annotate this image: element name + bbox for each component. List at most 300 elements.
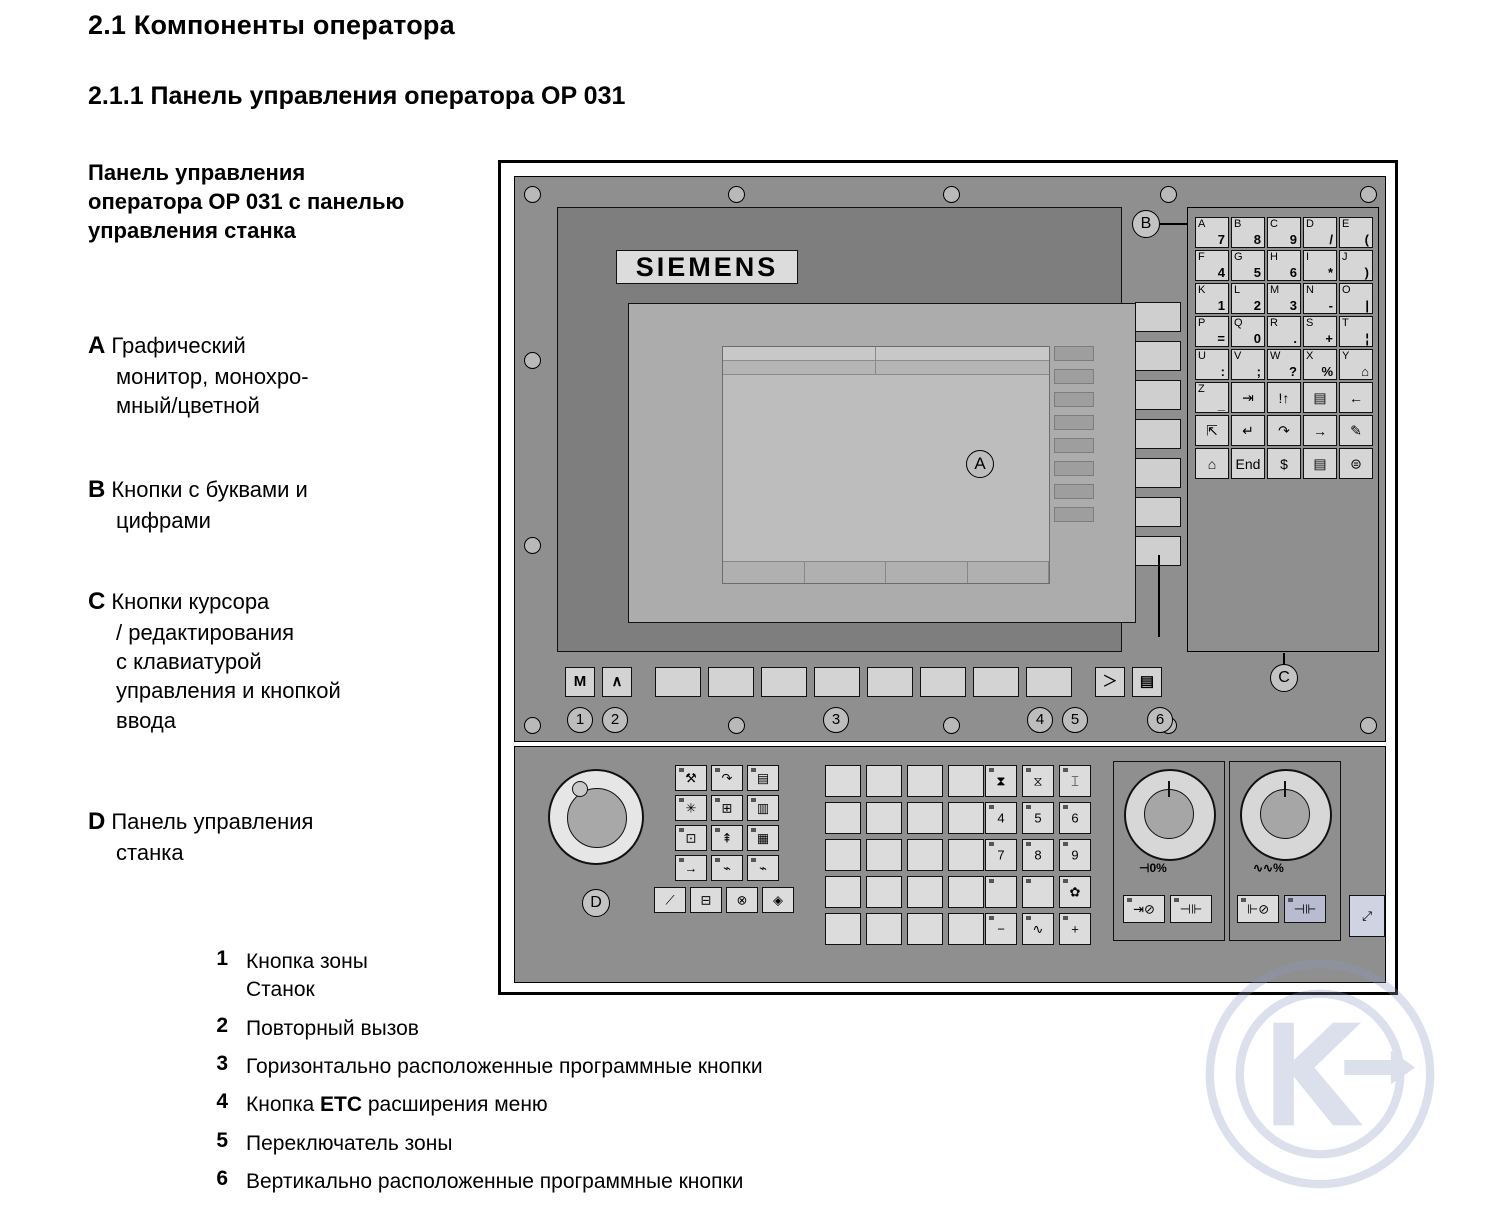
spindle-start-button[interactable]	[1284, 895, 1326, 923]
key-digit: +	[1325, 331, 1333, 346]
vertical-softkey[interactable]	[1135, 341, 1181, 371]
key-letter: Z	[1198, 383, 1205, 395]
key-digit: 6	[1289, 265, 1297, 280]
led-indicator	[1026, 768, 1031, 772]
key-glyph: ←	[1349, 389, 1363, 406]
mode-button[interactable]	[711, 825, 743, 851]
vertical-softkey[interactable]	[1135, 380, 1181, 410]
mode-button-group[interactable]	[675, 765, 779, 881]
legend-label-c: C	[88, 588, 106, 615]
screen-softkey-strip	[723, 561, 1049, 583]
horizontal-softkey[interactable]	[655, 667, 701, 697]
spindle-override-knob[interactable]	[1240, 769, 1332, 861]
spindle-stop-button[interactable]	[1237, 895, 1279, 923]
key-digit: |	[1365, 298, 1369, 313]
spindle-button-group[interactable]	[1237, 895, 1326, 923]
axis-button[interactable]	[948, 839, 984, 871]
axis-button[interactable]	[907, 839, 943, 871]
alphanumeric-keypad[interactable]	[1187, 207, 1379, 652]
key-glyph: ⌂	[1207, 455, 1217, 472]
numeric-key-label: 5	[1034, 810, 1042, 826]
key-glyph: ▤	[1313, 455, 1327, 471]
knob-pointer	[1168, 781, 1170, 797]
subsection-title: 2.1.1 Панель управления оператора OP 031	[88, 82, 626, 110]
led-indicator	[1026, 805, 1031, 809]
legend-label-d: D	[88, 808, 106, 835]
feed-stop-icon: ⇥⊘	[1133, 901, 1155, 917]
key-digit: 4	[1217, 265, 1225, 280]
legend-item-d	[88, 806, 458, 867]
screen-header-row	[723, 361, 1049, 375]
key-k1[interactable]	[1195, 283, 1229, 314]
key-digit: 2	[1253, 298, 1261, 313]
led-indicator	[989, 916, 994, 920]
reset-button[interactable]	[726, 887, 758, 913]
feed-override-label: ⊣0%	[1139, 861, 1167, 875]
numeric-key[interactable]	[1059, 765, 1091, 797]
numeric-key[interactable]	[1059, 839, 1091, 871]
key-digit: 1	[1217, 298, 1225, 313]
axis-button[interactable]	[866, 765, 902, 797]
screen-vertical-softkey	[1054, 438, 1094, 453]
axis-button[interactable]	[907, 765, 943, 797]
numeric-keypad-group[interactable]	[985, 765, 1091, 945]
led-indicator	[1063, 879, 1068, 883]
key-glyph: ↵	[1242, 422, 1254, 438]
key-letter: S	[1306, 317, 1314, 329]
mode-icon: ✳	[685, 800, 697, 816]
key-g5[interactable]	[1231, 250, 1265, 281]
mode-icon: ▥	[756, 800, 770, 816]
key-digit: 9	[1289, 232, 1297, 247]
key-digit: _	[1217, 397, 1225, 412]
knob-pointer	[1284, 781, 1286, 797]
legend-label-b: B	[88, 476, 106, 503]
key-glyph: ✎	[1350, 422, 1362, 438]
mode-icon: ⊡	[685, 830, 697, 846]
screen-content	[722, 346, 1050, 584]
key-w[interactable]	[1267, 349, 1301, 380]
screw	[524, 537, 541, 554]
key-glyph: $	[1280, 455, 1288, 472]
key-c9[interactable]	[1267, 217, 1301, 248]
axis-button[interactable]	[866, 802, 902, 834]
numeric-key[interactable]	[985, 876, 1017, 908]
key-letter: I	[1306, 251, 1310, 263]
key-digit: 8	[1253, 232, 1261, 247]
screw	[524, 352, 541, 369]
key-digit: 7	[1217, 232, 1225, 247]
screw	[728, 186, 745, 203]
mode-button[interactable]	[747, 795, 779, 821]
key-cursor-up-icon[interactable]	[1267, 382, 1301, 413]
numeric-key-label: ⧖	[1033, 773, 1043, 789]
feed-button-group[interactable]	[1123, 895, 1212, 923]
monitor-bezel	[557, 207, 1122, 652]
knob-grip	[572, 781, 588, 797]
horizontal-softkey[interactable]	[761, 667, 807, 697]
key-z[interactable]	[1195, 382, 1229, 413]
axis-button[interactable]	[866, 876, 902, 908]
mode-button[interactable]	[675, 855, 707, 881]
horizontal-softkey[interactable]	[814, 667, 860, 697]
key-b8[interactable]	[1231, 217, 1265, 248]
callout-5: 5	[1062, 707, 1088, 733]
feed-wave-label: ∿	[1032, 921, 1044, 937]
spindle-override-label: ∿∿%	[1253, 861, 1284, 875]
legend-text-a-line3: мный/цветной	[116, 393, 260, 419]
key-page-icon[interactable]	[1303, 382, 1337, 413]
numeric-key-label: 7	[997, 847, 1005, 863]
led-indicator	[1063, 768, 1068, 772]
list-item-text	[246, 1091, 986, 1119]
list-item-text: Вертикально расположенные программные кнопки	[246, 1170, 744, 1194]
mode-icon: ↷	[721, 770, 733, 786]
key-digit: ¦	[1365, 331, 1369, 346]
key-alarm-icon[interactable]	[1195, 448, 1229, 479]
key-letter: A	[1198, 218, 1206, 230]
feed-plus-label: +	[1071, 921, 1079, 937]
numeric-key-label: ⧗	[996, 773, 1006, 789]
horizontal-softkey[interactable]	[708, 667, 754, 697]
key-input-icon[interactable]	[1339, 448, 1373, 479]
key-letter: X	[1306, 350, 1314, 362]
key-letter: R	[1270, 317, 1278, 329]
device-illustration	[498, 160, 1398, 995]
key-letter: T	[1342, 317, 1349, 329]
list-item-text-line2: Станок	[246, 978, 315, 1002]
key-p-equal[interactable]	[1195, 316, 1229, 347]
list-item-text-bold: ETC	[320, 1093, 363, 1117]
mode-button[interactable]	[675, 765, 707, 791]
led-indicator	[1241, 898, 1246, 902]
key-letter: J	[1342, 251, 1348, 263]
key-letter: U	[1198, 350, 1206, 362]
screw	[524, 717, 541, 734]
spindle-start-icon: ⊣⊩	[1293, 901, 1317, 917]
key-y[interactable]	[1339, 349, 1373, 380]
list-item	[186, 1053, 986, 1081]
key-letter: K	[1198, 284, 1206, 296]
horizontal-softkey[interactable]	[920, 667, 966, 697]
key-letter: E	[1342, 218, 1350, 230]
screw	[1360, 186, 1377, 203]
feed-plus-button[interactable]	[1059, 913, 1091, 945]
list-item-number: 1	[216, 947, 228, 970]
legend-text-b-line1: Кнопки с буквами и	[111, 477, 308, 502]
key-digit: *	[1327, 265, 1333, 280]
axis-button[interactable]	[948, 765, 984, 797]
screen-vertical-softkey	[1054, 392, 1094, 407]
vertical-softkey[interactable]	[1135, 497, 1181, 527]
key-q0[interactable]	[1231, 316, 1265, 347]
key-d-slash[interactable]	[1303, 217, 1337, 248]
key-t-bar[interactable]	[1339, 316, 1373, 347]
callout-d: D	[582, 889, 610, 917]
mode-icon: ⌁	[723, 860, 731, 876]
callout-c: C	[1270, 664, 1298, 692]
legend-text-c-line5: ввода	[116, 707, 176, 733]
etc-menu-extension-button[interactable]: ＞	[1095, 667, 1125, 697]
screen-softkey	[723, 561, 805, 583]
led-indicator	[1026, 916, 1031, 920]
key-v[interactable]	[1231, 349, 1265, 380]
key-digit: 5	[1253, 265, 1261, 280]
screw	[1360, 717, 1377, 734]
mode-icon: ▦	[756, 830, 770, 846]
horizontal-softkey-row[interactable]	[565, 667, 1169, 697]
screw	[728, 717, 745, 734]
led-indicator	[1288, 898, 1293, 902]
key-undo-icon[interactable]	[1267, 415, 1301, 446]
key-digit: ;	[1256, 364, 1261, 379]
callout-6: 6	[1147, 707, 1173, 733]
operator-panel	[514, 176, 1386, 742]
control-icon: ⊟	[700, 892, 712, 908]
key-cursor-left-icon[interactable]	[1339, 382, 1373, 413]
key-n-minus[interactable]	[1303, 283, 1337, 314]
key-letter: F	[1198, 251, 1205, 263]
feed-start-icon: ⊣⊩	[1179, 901, 1203, 917]
key-tab-icon[interactable]	[1231, 382, 1265, 413]
legend-text-d-line1: Панель управления	[111, 809, 314, 834]
led-indicator	[1026, 842, 1031, 846]
screen-softkey	[886, 561, 968, 583]
screen-vertical-softkey	[1054, 346, 1094, 361]
axis-button[interactable]	[825, 876, 861, 908]
screen-vertical-softkey	[1054, 507, 1094, 522]
axis-button[interactable]	[825, 802, 861, 834]
key-s-plus[interactable]	[1303, 316, 1337, 347]
list-item-number: 2	[216, 1013, 228, 1037]
mode-button[interactable]	[711, 795, 743, 821]
axis-button[interactable]	[825, 839, 861, 871]
screen-vertical-softkey-strip	[1054, 346, 1094, 584]
mode-button[interactable]	[675, 825, 707, 851]
legend-text-b-line2: цифрами	[116, 507, 211, 533]
axis-button[interactable]	[866, 839, 902, 871]
key-f4[interactable]	[1195, 250, 1229, 281]
list-item	[186, 1168, 986, 1196]
axis-button[interactable]	[948, 876, 984, 908]
list-item-number: 4	[216, 1090, 228, 1114]
list-item-number: 6	[216, 1167, 228, 1191]
feed-minus-button[interactable]	[985, 913, 1017, 945]
feed-override-knob[interactable]	[1124, 769, 1216, 861]
feed-wave-button[interactable]	[1022, 913, 1054, 945]
list-item-text-pre: Кнопка	[246, 1093, 321, 1117]
mode-button[interactable]	[747, 855, 779, 881]
key-e-paren[interactable]	[1339, 217, 1373, 248]
led-indicator	[989, 768, 994, 772]
key-letter: O	[1342, 284, 1351, 296]
list-item-text: Горизонтально расположенные программные кнопки	[246, 1055, 763, 1079]
key-a7[interactable]	[1195, 217, 1229, 248]
screen-softkey	[968, 561, 1050, 583]
list-item-text-line1: Кнопка зоны	[246, 950, 368, 973]
numeric-key[interactable]	[1059, 802, 1091, 834]
key-o-bar[interactable]	[1339, 283, 1373, 314]
callout-4: 4	[1027, 707, 1053, 733]
mode-button[interactable]	[711, 765, 743, 791]
axis-button[interactable]	[907, 876, 943, 908]
keypad-grid[interactable]	[1195, 217, 1373, 479]
key-cursor-right-icon[interactable]	[1303, 415, 1337, 446]
horizontal-softkey[interactable]	[867, 667, 913, 697]
numeric-key[interactable]	[1022, 802, 1054, 834]
page-title: 2.1 Компоненты оператора	[88, 10, 455, 40]
key-glyph: End	[1235, 455, 1261, 472]
mode-button[interactable]	[675, 795, 707, 821]
screw	[524, 186, 541, 203]
cycle-start-icon: ◈	[773, 892, 783, 908]
vertical-softkey[interactable]	[1135, 302, 1181, 332]
key-switch-icon: ⤢	[1361, 908, 1373, 924]
key-digit: 0	[1253, 331, 1261, 346]
control-button[interactable]	[654, 887, 686, 913]
legend-item-c	[88, 586, 458, 735]
machine-control-panel	[514, 746, 1386, 983]
screen-vertical-softkey	[1054, 461, 1094, 476]
feed-stop-button[interactable]	[1123, 895, 1165, 923]
mode-icon: ⊞	[721, 800, 733, 816]
callout-leader-line	[1160, 223, 1187, 225]
axis-button[interactable]	[907, 802, 943, 834]
screen-vertical-softkey	[1054, 484, 1094, 499]
key-select-icon[interactable]	[1267, 448, 1301, 479]
horizontal-softkey[interactable]	[1026, 667, 1072, 697]
control-button[interactable]	[690, 887, 722, 913]
numeric-key[interactable]	[1022, 765, 1054, 797]
numeric-key[interactable]	[985, 839, 1017, 871]
key-digit: :	[1220, 364, 1225, 379]
numeric-key[interactable]	[1022, 876, 1054, 908]
legend-text-a-line2: монитор, монохро-	[116, 363, 309, 389]
key-glyph: ⇥	[1242, 389, 1254, 405]
callout-leader-line	[1283, 653, 1285, 665]
key-u[interactable]	[1195, 349, 1229, 380]
zone-switch-button[interactable]: ▤	[1132, 667, 1162, 697]
key-x[interactable]	[1303, 349, 1337, 380]
key-glyph: ⇱	[1206, 422, 1218, 438]
feed-minus-label: −	[997, 921, 1005, 937]
legend-item-b	[88, 474, 458, 535]
callout-a: A	[966, 450, 994, 478]
led-indicator	[1174, 898, 1179, 902]
cycle-start-button[interactable]	[762, 887, 794, 913]
key-letter: N	[1306, 284, 1314, 296]
numeric-key[interactable]	[1022, 839, 1054, 871]
numeric-key-label: 6	[1071, 810, 1079, 826]
key-switch-button[interactable]	[1349, 895, 1385, 937]
led-indicator	[989, 879, 994, 883]
vertical-softkey[interactable]	[1135, 458, 1181, 488]
horizontal-softkey[interactable]	[973, 667, 1019, 697]
lead-paragraph: Панель управления оператора OP 031 с панелью управления станка	[88, 160, 405, 244]
legend-text-c-line2: / редактирования	[116, 619, 295, 645]
axis-button[interactable]	[948, 802, 984, 834]
axis-button[interactable]	[948, 913, 984, 945]
key-letter: W	[1270, 350, 1281, 362]
knob-inner	[567, 788, 627, 848]
control-button-group[interactable]	[654, 887, 794, 913]
numeric-key-label: 8	[1034, 847, 1042, 863]
key-letter: D	[1306, 218, 1314, 230]
numeric-key[interactable]	[985, 802, 1017, 834]
numeric-key-label: 9	[1071, 847, 1079, 863]
mode-icon: ⌁	[759, 860, 767, 876]
key-glyph: !↑	[1278, 389, 1290, 406]
led-indicator	[1063, 842, 1068, 846]
reset-icon: ⊗	[736, 892, 748, 908]
key-list-icon[interactable]	[1303, 448, 1337, 479]
list-item-text-post: расширения меню	[362, 1093, 548, 1117]
axis-button[interactable]	[825, 765, 861, 797]
key-m3[interactable]	[1267, 283, 1301, 314]
screen-softkey	[805, 561, 887, 583]
vertical-softkey-column[interactable]	[1135, 302, 1181, 575]
key-digit: )	[1364, 265, 1369, 280]
spindle-stop-icon: ⊩⊘	[1246, 901, 1270, 917]
callout-2: 2	[602, 707, 628, 733]
key-l2[interactable]	[1231, 283, 1265, 314]
led-indicator	[989, 805, 994, 809]
list-item	[186, 1091, 986, 1119]
key-end-icon[interactable]	[1231, 448, 1265, 479]
emergency-override-knob[interactable]	[548, 769, 644, 865]
graphic-monitor	[628, 303, 1136, 623]
led-indicator	[1026, 879, 1031, 883]
key-edit-icon[interactable]	[1339, 415, 1373, 446]
list-item-text: Повторный вызов	[246, 1016, 419, 1040]
key-digit: =	[1217, 331, 1225, 346]
numeric-key[interactable]	[1059, 876, 1091, 908]
key-r-dot[interactable]	[1267, 316, 1301, 347]
callout-3: 3	[823, 707, 849, 733]
axis-button-group[interactable]	[825, 765, 984, 945]
list-item-number: 3	[216, 1052, 228, 1076]
axis-button[interactable]	[907, 913, 943, 945]
machine-zone-button[interactable]: M	[565, 667, 595, 697]
recall-button[interactable]: ∧	[602, 667, 632, 697]
legend-text-c-line1: Кнопки курсора	[111, 589, 270, 614]
key-j-paren[interactable]	[1339, 250, 1373, 281]
key-digit: /	[1329, 232, 1333, 247]
mode-button[interactable]	[747, 825, 779, 851]
legend-text-c-line3: с клавиатурой	[116, 649, 262, 675]
mode-button[interactable]	[711, 855, 743, 881]
key-home-icon[interactable]	[1195, 415, 1229, 446]
key-h6[interactable]	[1267, 250, 1301, 281]
vertical-softkey[interactable]	[1135, 419, 1181, 449]
key-letter: P	[1198, 317, 1206, 329]
list-item-text: Переключатель зоны	[246, 1131, 453, 1155]
axis-button[interactable]	[825, 913, 861, 945]
screw	[943, 717, 960, 734]
key-glyph: ↷	[1278, 422, 1290, 438]
feed-start-button[interactable]	[1170, 895, 1212, 923]
axis-button[interactable]	[866, 913, 902, 945]
mode-icon: ▤	[756, 770, 770, 786]
numeric-key[interactable]	[985, 765, 1017, 797]
callout-b: B	[1132, 210, 1160, 238]
key-i-star[interactable]	[1303, 250, 1337, 281]
mode-button[interactable]	[747, 765, 779, 791]
legend-text-d-line2: станка	[116, 839, 184, 865]
screen-vertical-softkey	[1054, 369, 1094, 384]
mode-icon: →	[684, 860, 698, 876]
key-enter-icon[interactable]	[1231, 415, 1265, 446]
